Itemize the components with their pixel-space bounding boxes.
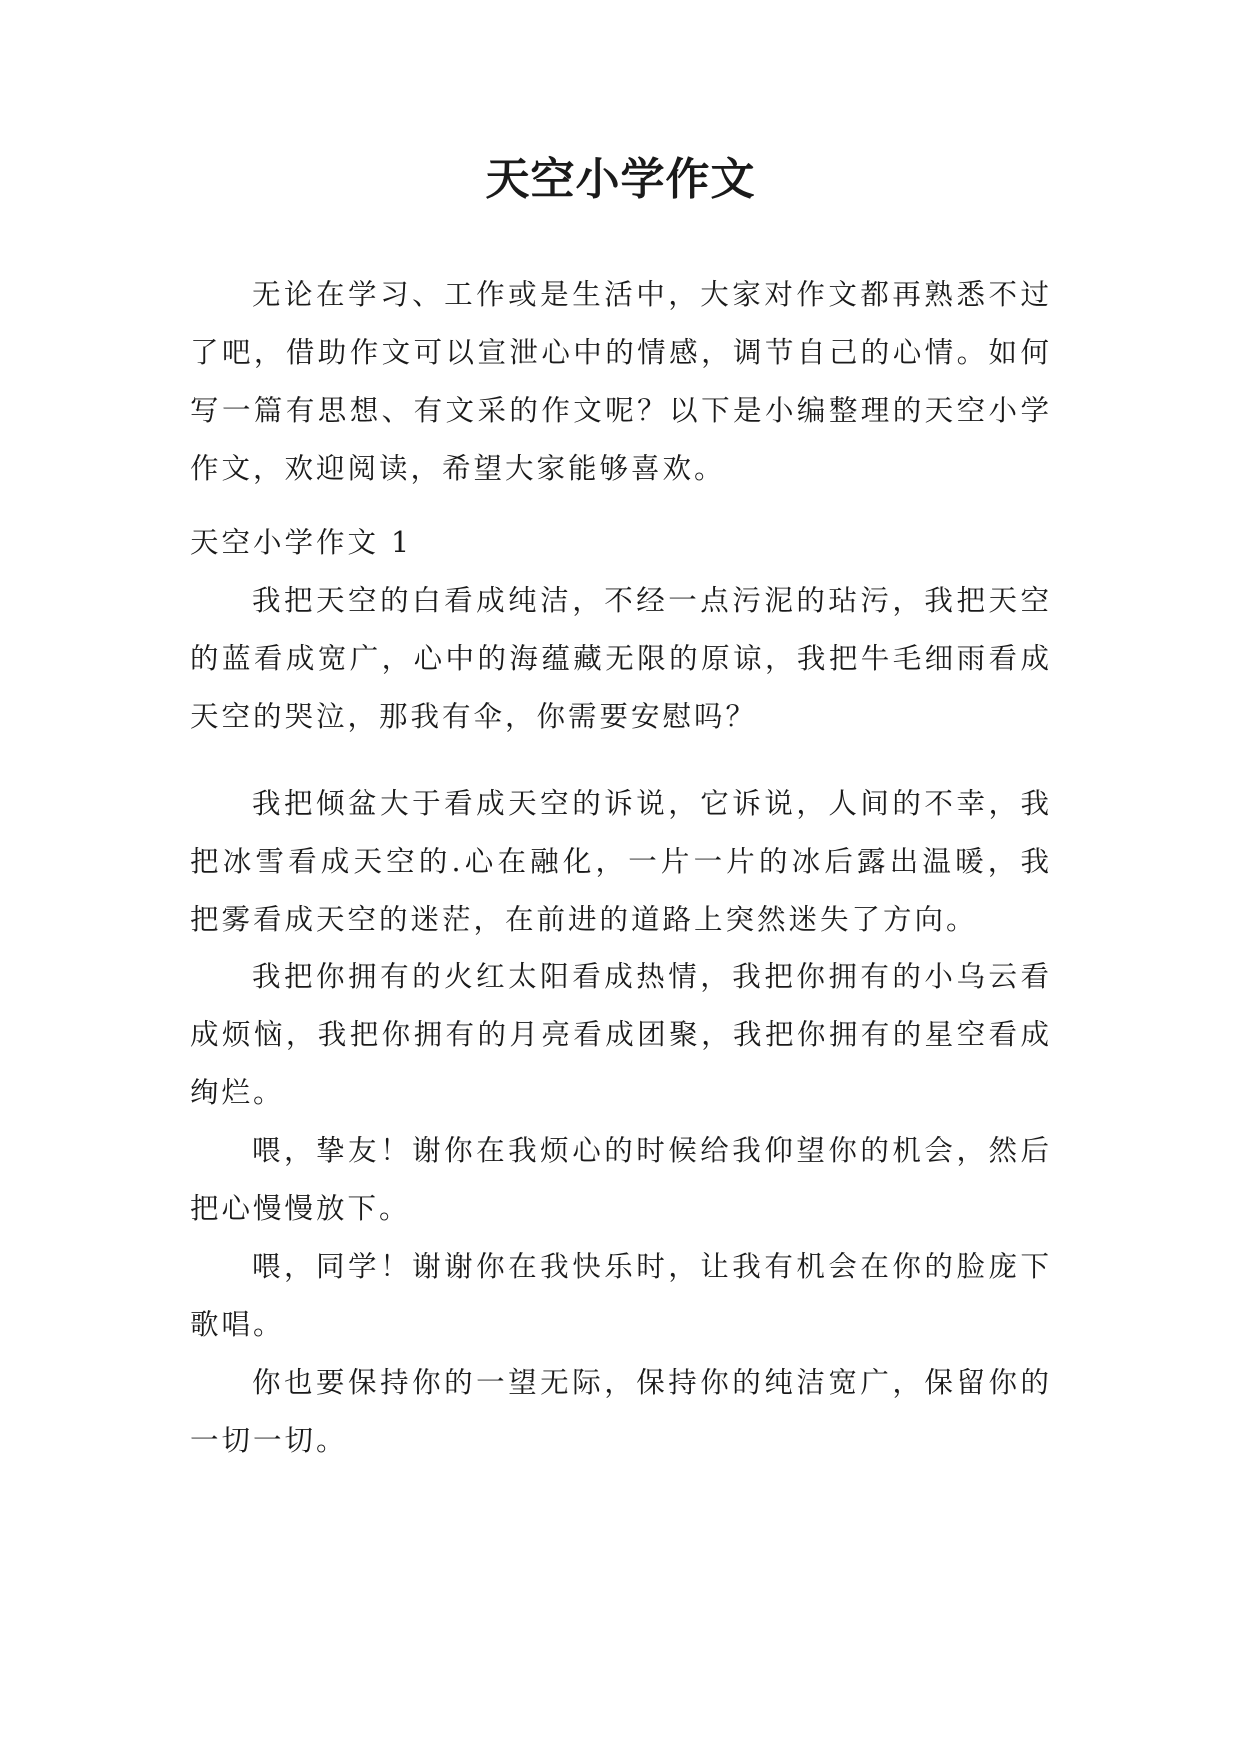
section-heading: 天空小学作文 1: [190, 526, 413, 559]
body-paragraph-5: 喂，同学！谢谢你在我快乐时，让我有机会在你的脸庞下歌唱。: [190, 1250, 1052, 1341]
body-paragraph-3: 我把你拥有的火红太阳看成热情，我把你拥有的小乌云看成烦恼，我把你拥有的月亮看成团聚，我把你拥有的星空看成绚烂。: [190, 960, 1052, 1109]
document-title: 天空小学作文: [485, 154, 756, 205]
body-paragraph-6: 你也要保持你的一望无际，保持你的纯洁宽广，保留你的一切一切。: [190, 1366, 1052, 1457]
body-paragraph-2: 我把倾盆大于看成天空的诉说，它诉说，人间的不幸，我把冰雪看成天空的.心在融化，一片一片的冰后露出温暖，我把雾看成天空的迷茫，在前进的道路上突然迷失了方向。: [190, 787, 1052, 936]
body-paragraph-1: 我把天空的白看成纯洁，不经一点污泥的玷污，我把天空的蓝看成宽广，心中的海蕴藏无限的原谅，我把牛毛细雨看成天空的哭泣，那我有伞，你需要安慰吗？: [190, 584, 1052, 733]
body-paragraph-4: 喂，挚友！谢你在我烦心的时候给我仰望你的机会，然后把心慢慢放下。: [190, 1134, 1052, 1225]
intro-paragraph: 无论在学习、工作或是生活中，大家对作文都再熟悉不过了吧，借助作文可以宣泄心中的情感，调节自己的心情。如何写一篇有思想、有文采的作文呢？以下是小编整理的天空小学作文，欢迎阅读，希望大家能够喜欢。: [190, 278, 1052, 485]
